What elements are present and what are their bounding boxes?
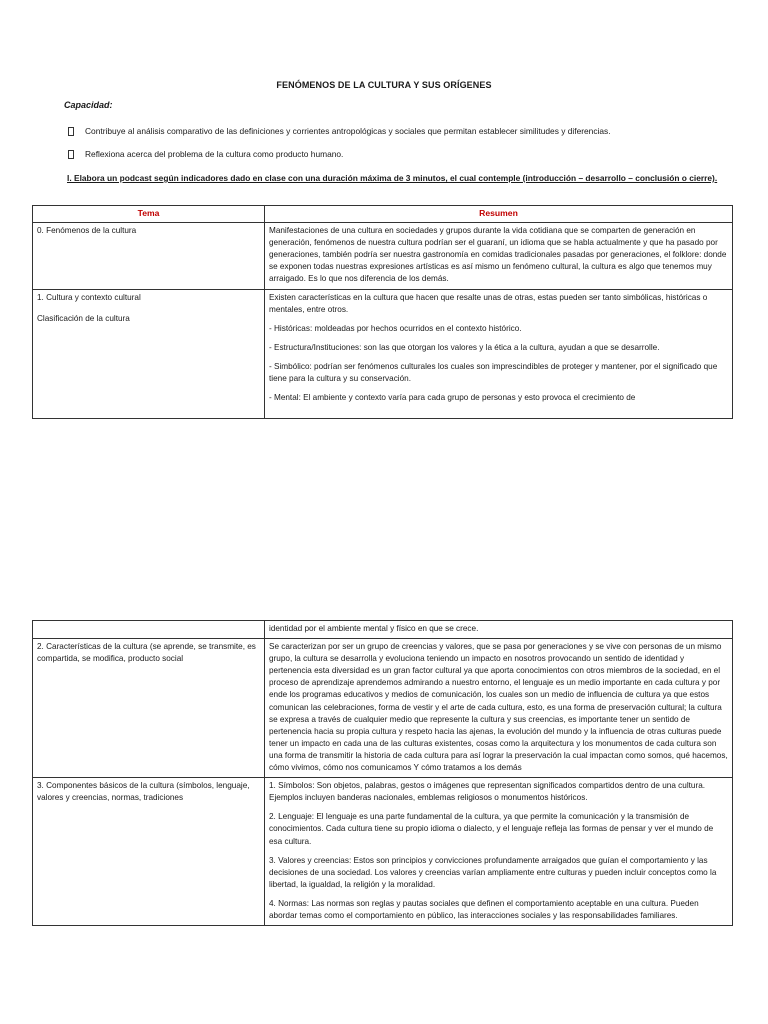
page-1 xyxy=(0,0,768,460)
tema-cell xyxy=(33,289,265,418)
bullet-item xyxy=(68,126,611,136)
document-title: FENÓMENOS DE LA CULTURA Y SUS ORÍGENES xyxy=(276,80,492,90)
tema-cell xyxy=(33,639,265,778)
table-row xyxy=(33,223,733,289)
resumen-text: Manifestaciones de una cultura en sociedades y grupos durante la vida cotidiana que se comparten de generación en generación, fenómenos de nuestra cultura podrían ser el guaraní, un idioma que se habla actualmente y que ha pasado por generaciones, también podría ser nuestra gastronomía en comidas tradicionales pasadas por generaciones, el folklore: donde se exponen todas nuestras expresiones artísticas es así mismo un fenómeno cultural, la cultura es algo que tenemos muy arraigado. Es lo que nos diferencia de los demás. xyxy=(269,226,727,284)
tema-cell xyxy=(33,223,265,289)
tema-subtext: Clasificación de la cultura xyxy=(37,313,130,323)
table-row xyxy=(33,289,733,418)
tema-cell xyxy=(33,621,265,639)
resumen-paragraph: - Estructura/Instituciones: son las que otorgan los valores y la ética a la cultura, ayudan a que se desarrolle. xyxy=(269,342,660,352)
summary-table-part-2 xyxy=(32,620,733,926)
resumen-paragraph: 3. Valores y creencias: Estos son principios y convicciones profundamente arraigados que guían el comportamiento y las decisiones de una sociedad. Los valores y creencias varían ampliamente entre culturas y pueden incluir conceptos como la libertad, la igualdad, la religión y la moralidad. xyxy=(269,855,717,889)
tema-text: 1. Cultura y contexto cultural xyxy=(37,292,141,302)
tema-text: 3. Componentes básicos de la cultura (símbolos, lenguaje, valores y creencias, normas, tradiciones xyxy=(37,781,250,803)
resumen-paragraph: 1. Símbolos: Son objetos, palabras, gestos o imágenes que representan significados compartidos dentro de una cultura. Ejemplos incluyen banderas nacionales, emblemas religiosos o monumentos históricos. xyxy=(269,781,706,803)
resumen-text: identidad por el ambiente mental y físico en que se crece. xyxy=(269,624,479,633)
bullet-text: Contribuye al análisis comparativo de las definiciones y corrientes antropológicas y sociales que permitan establecer similitudes y diferencias. xyxy=(85,126,611,136)
resumen-cell xyxy=(265,289,733,418)
header-resumen: Resumen xyxy=(265,206,733,223)
capacidad-label: Capacidad: xyxy=(64,100,113,110)
page-2 xyxy=(0,620,768,1024)
table-row xyxy=(33,778,733,926)
bullet-item xyxy=(68,149,343,159)
tema-text: 0. Fenómenos de la cultura xyxy=(37,226,137,236)
table-header-row xyxy=(33,206,733,223)
table-row-continuation xyxy=(33,621,733,639)
table-row xyxy=(33,639,733,778)
resumen-text: Se caracterizan por ser un grupo de creencias y valores, que se pasa por generaciones y se vive con personas de un mismo grupo, la cultura se desarrolla y evoluciona teniendo un impacto en nosotros provocando un sentido de identidad y pertenencia esta diversidad es un gran factor cultural ya que aporta conocimientos con otros miembros de la sociedad, en el proceso de aprendizaje aprendemos admirando a nuestro entorno, el lenguaje es un medio importante en cada cultura y por ende los programas educativos y medios de comunicación, los cuales son un medio de influencia de cultura ya que estos comunican las celebraciones, forma de vestir y el arte de cada cultura, esto, es una forma de preservación cultural; la cultura se expresa a través de cualquier medio que represente la cultura y sus creencias, es importante tener un sentido de pertenencia hacia su propia cultura y respeto hacia las ajenas, la evolución del mundo y la influencia de otras culturas puede tener un impacto en cada una de las culturas existentes, cosas como la arquitectura y los monumentos de cada cultura son una forma de transmitir la historia de cada cultura para así lograr la preservación la cual impactan como somos, qué hacemos, cómo vivimos, cómo nos comunicamos Y cómo tratamos a los demás xyxy=(269,642,728,773)
bullet-box-icon xyxy=(68,127,74,136)
resumen-cell xyxy=(265,778,733,926)
instruction-text: I. Elabora un podcast según indicadores dado en clase con una duración máxima de 3 minutos, el cual contemple (introducción – desarrollo – conclusión o cierre). xyxy=(67,173,718,183)
resumen-paragraph: 2. Lenguaje: El lenguaje es una parte fundamental de la cultura, ya que permite la comunicación y la transmisión de conocimientos. Cada cultura tiene su propio idioma o dialecto, y el lenguaje refleja las formas de pensar y ver el mundo de esa cultura. xyxy=(269,812,714,846)
bullet-text: Reflexiona acerca del problema de la cultura como producto humano. xyxy=(85,149,344,159)
resumen-paragraph: - Históricas: moldeadas por hechos ocurridos en el contexto histórico. xyxy=(269,323,522,333)
tema-text: 2. Características de la cultura (se aprende, se transmite, es compartida, se modifica, producto social xyxy=(37,642,256,664)
resumen-cell xyxy=(265,639,733,778)
resumen-cell xyxy=(265,223,733,289)
resumen-paragraph: - Mental: El ambiente y contexto varía para cada grupo de personas y esto provoca el crecimiento de xyxy=(269,393,636,403)
resumen-paragraph: 4. Normas: Las normas son reglas y pautas sociales que definen el comportamiento aceptable en una cultura. Pueden abordar temas como el comportamiento en público, las interacciones sociales y las responsabilidades familiares. xyxy=(269,898,699,920)
resumen-paragraph: Existen características en la cultura que hacen que resalte unas de otras, estas pueden ser tanto simbólicas, históricas o mentales, entre otros. xyxy=(269,292,708,314)
bullet-box-icon xyxy=(68,150,74,159)
summary-table-part-1 xyxy=(32,205,733,419)
resumen-cell xyxy=(265,621,733,639)
tema-cell xyxy=(33,778,265,926)
resumen-paragraph: - Simbólico: podrían ser fenómenos culturales los cuales son imprescindibles de proteger y mantener, por el significado que tiene para la cultura y su conservación. xyxy=(269,361,718,384)
header-tema: Tema xyxy=(33,206,265,223)
